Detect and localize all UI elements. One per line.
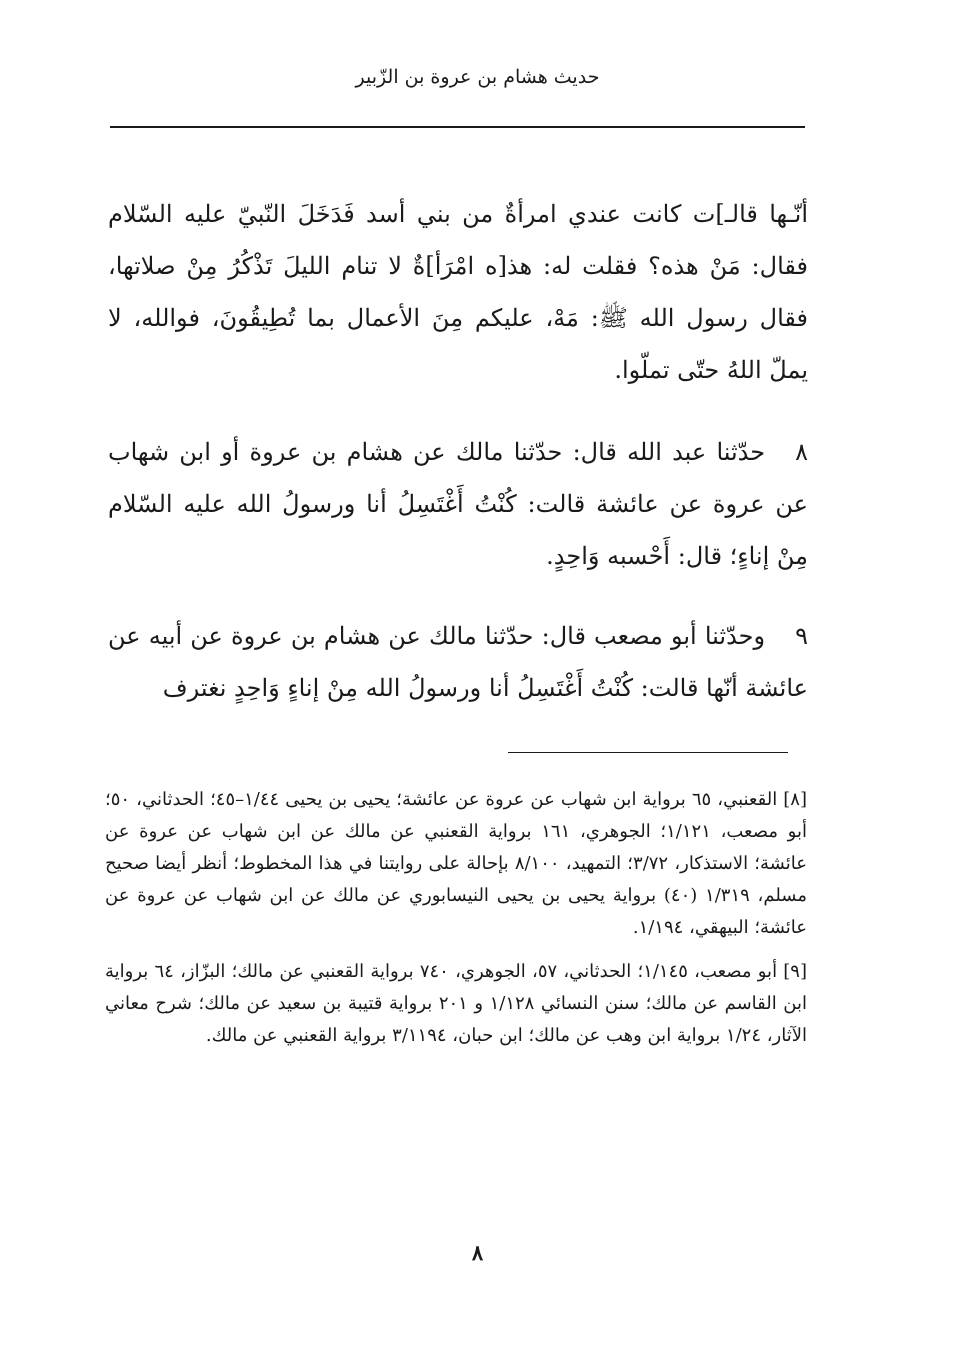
hadith-9-paragraph [108, 610, 808, 714]
footnote-divider [508, 752, 788, 753]
paragraph-continuation: أنّـها قالـ]ت كانت عندي امرأةٌ من بني أسد فَدَخَلَ النّبيّ عليه السّلام فقال: مَنْ هذه؟ فقلت له: هذ[ه امْرَأ]ةٌ لا تنام الليلَ تَذْكُرُ مِنْ صلاتها، فقال رسول الله ﷺ: مَهْ، عليكم مِنَ الأعمال بما تُطِيقُونَ، فوالله، لا يملّ اللهُ حتّى تملّوا. [108, 200, 808, 384]
main-text-body [108, 188, 808, 742]
header-divider [110, 126, 805, 128]
hadith-8-number: ٨ [795, 438, 808, 466]
footnote-8: [٨] القعنبي، ٦٥ برواية ابن شهاب عن عروة عن عائشة؛ يحيى بن يحيى ١/٤٤–٤٥؛ الحدثاني، ٥٠؛ أبو مصعب، ١/١٢١؛ الجوهري، ١٦١ برواية القعنبي عن مالك عن ابن شهاب عن عروة عن عائشة؛ الاستذكار، ٣/٧٢؛ التمهيد، ٨/١٠٠ بإحالة على روايتنا في هذا المخطوط؛ أنظر أيضا صحيح مسلم، ١/٣١٩ (٤٠) برواية يحيى بن يحيى النيسابوري عن مالك عن ابن شهاب عن عروة عن عائشة؛ البيهقي، ١/١٩٤. [105, 789, 808, 938]
page-number: ٨ [471, 1240, 484, 1265]
hadith-8-paragraph [108, 426, 808, 582]
hadith-9-number: ٩ [795, 622, 808, 650]
footnotes-section [105, 784, 807, 1064]
running-header-title: حديث هشام بن عروة بن الزّبير [355, 66, 600, 88]
hadith-8-text: حدّثنا عبد الله قال: حدّثنا مالك عن هشام بن عروة أو ابن شهاب عن عروة عن عائشة قالت: كُنْتُ أَغْتَسِلُ أنا ورسولُ الله عليه السّلام مِنْ إناءٍ؛ قال: أَحْسبه وَاحِدٍ. [108, 438, 808, 570]
hadith-9-text: وحدّثنا أبو مصعب قال: حدّثنا مالك عن هشام بن عروة عن أبيه عن عائشة أنّها قالت: كُنْتُ أَغْتَسِلُ أنا ورسولُ الله مِنْ إناءٍ وَاحِدٍ نغترف [108, 622, 808, 702]
footnote-9: [٩] أبو مصعب، ١/١٤٥؛ الحدثاني، ٥٧، الجوهري، ٧٤٠ برواية القعنبي عن مالك؛ البزّاز، ٦٤ برواية ابن القاسم عن مالك؛ سنن النسائي ١/١٢٨ و ٢٠١ برواية قتيبة بن سعيد عن مالك؛ شرح معاني الآثار، ١/٢٤ برواية ابن وهب عن مالك؛ ابن حبان، ٣/١١٩٤ برواية القعنبي عن مالك. [105, 961, 807, 1046]
